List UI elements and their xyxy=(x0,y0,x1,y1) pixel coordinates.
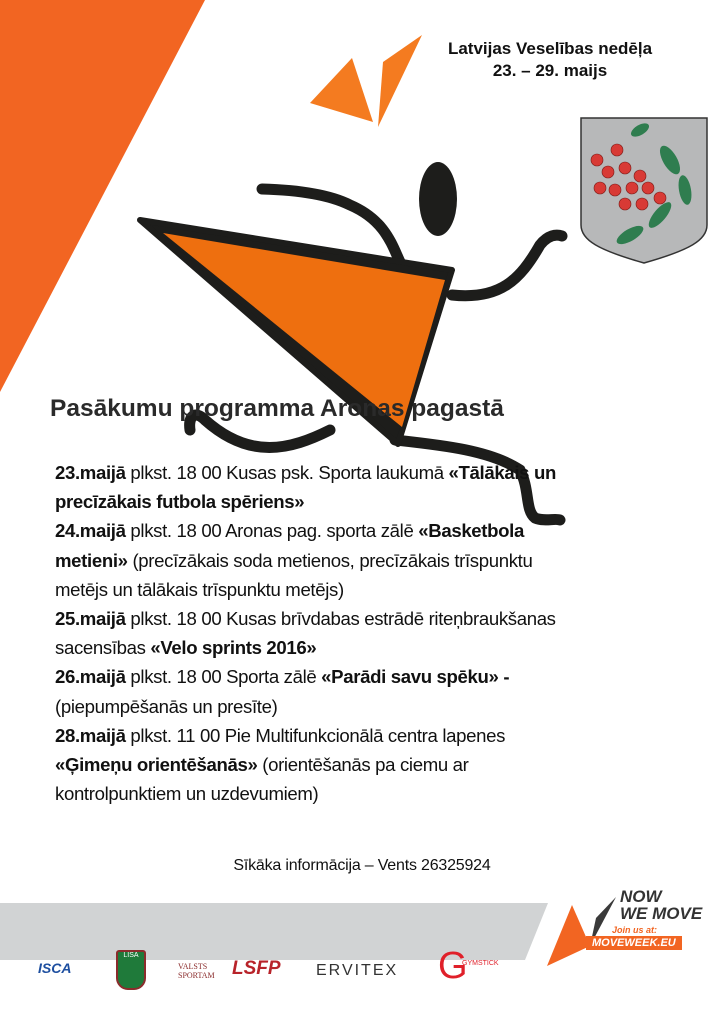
moveweek-slogan xyxy=(620,888,702,922)
event-line xyxy=(55,750,715,779)
moveweek-url: MOVEWEEK.EU xyxy=(586,936,682,950)
event-text: plkst. 18 00 Aronas pag. sporta zālē xyxy=(125,520,419,542)
sponsor-logo-lisa: LISA xyxy=(116,950,146,990)
event-text-bold: «Ģimeņu orientēšanās» xyxy=(55,754,258,776)
event-line xyxy=(55,692,715,721)
moveweek-logo-bottom xyxy=(547,897,616,966)
event-text: plkst. 18 00 Sporta zālē xyxy=(125,666,322,688)
event-text: (precīzākais soda metienos, precīzākais trīspunktu xyxy=(127,549,533,571)
event-header xyxy=(400,38,700,82)
program-event xyxy=(55,662,715,720)
program-event xyxy=(55,721,715,809)
page-title: Pasākumu programma Aronas pagastā xyxy=(50,395,504,422)
header-title: Latvijas Veselības nedēļa xyxy=(447,39,653,58)
program-event xyxy=(55,516,715,604)
runner-head xyxy=(419,162,457,236)
event-text-bold: 25.maijā xyxy=(55,608,126,630)
event-line xyxy=(55,779,715,808)
event-text-bold: «Parādi savu spēku» - xyxy=(321,666,510,688)
contact-info: Sīkāka informācija – Vents 26325924 xyxy=(233,857,491,874)
event-text-bold: «Velo sprints 2016» xyxy=(150,637,317,659)
sponsor-logo-valsts-sportam: VALSTS SPORTAM xyxy=(178,962,215,980)
event-text: kontrolpunktiem un uzdevumiem) xyxy=(55,783,319,805)
sponsor-logo-ervitex: ERVITEX xyxy=(316,962,399,979)
event-text: (piepumpēšanās un presīte) xyxy=(55,695,278,717)
join-label: Join us at: xyxy=(612,925,658,935)
event-line xyxy=(55,633,715,662)
event-text: metējs un tālākais trīspunktu metējs) xyxy=(55,578,344,600)
event-text: (orientēšanās pa ciemu ar xyxy=(257,754,469,776)
sponsor-logo-isca: ISCA xyxy=(38,960,72,976)
sponsor-logo-gymstick: GYMSTICK xyxy=(462,960,499,967)
sponsor-logo-gymstick-g: G xyxy=(438,945,468,987)
event-text-bold: 23.maijā xyxy=(55,462,126,483)
header-dates: 23. – 29. maijs xyxy=(492,61,608,80)
event-text: sacensības xyxy=(55,637,151,659)
event-text-bold: «Basketbola xyxy=(418,520,524,542)
event-line xyxy=(55,546,715,575)
slogan-line2: WE MOVE xyxy=(620,904,703,923)
event-line xyxy=(55,604,715,633)
event-line xyxy=(55,458,715,487)
event-text-bold: 28.maijā xyxy=(55,724,126,746)
event-line xyxy=(55,721,715,750)
event-text-bold: metieni» xyxy=(55,549,128,571)
orange-diagonal-band xyxy=(0,0,205,392)
event-text: plkst. 18 00 Kusas brīvdabas estrādē riteņbraukšanas xyxy=(125,608,556,630)
event-text-bold: 26.maijā xyxy=(55,666,126,688)
event-text-bold: 24.maijā xyxy=(55,520,126,542)
coat-of-arms xyxy=(581,118,707,263)
event-text-bold: «Tālākais un xyxy=(448,462,556,483)
event-text: plkst. 18 00 Kusas psk. Sporta laukumā xyxy=(125,462,449,483)
event-line xyxy=(55,516,715,545)
program-event xyxy=(55,604,715,662)
event-program xyxy=(55,458,715,808)
program-event xyxy=(55,458,715,516)
event-line xyxy=(55,662,715,691)
event-line xyxy=(55,487,715,516)
event-text-bold: precīzākais futbola spēriens» xyxy=(55,491,305,513)
event-line xyxy=(55,575,715,604)
sponsor-logo-lsfp: LSFP xyxy=(232,958,281,979)
event-text: plkst. 11 00 Pie Multifunkcionālā centra lapenes xyxy=(125,724,506,746)
slogan-line1: NOW xyxy=(620,887,662,906)
